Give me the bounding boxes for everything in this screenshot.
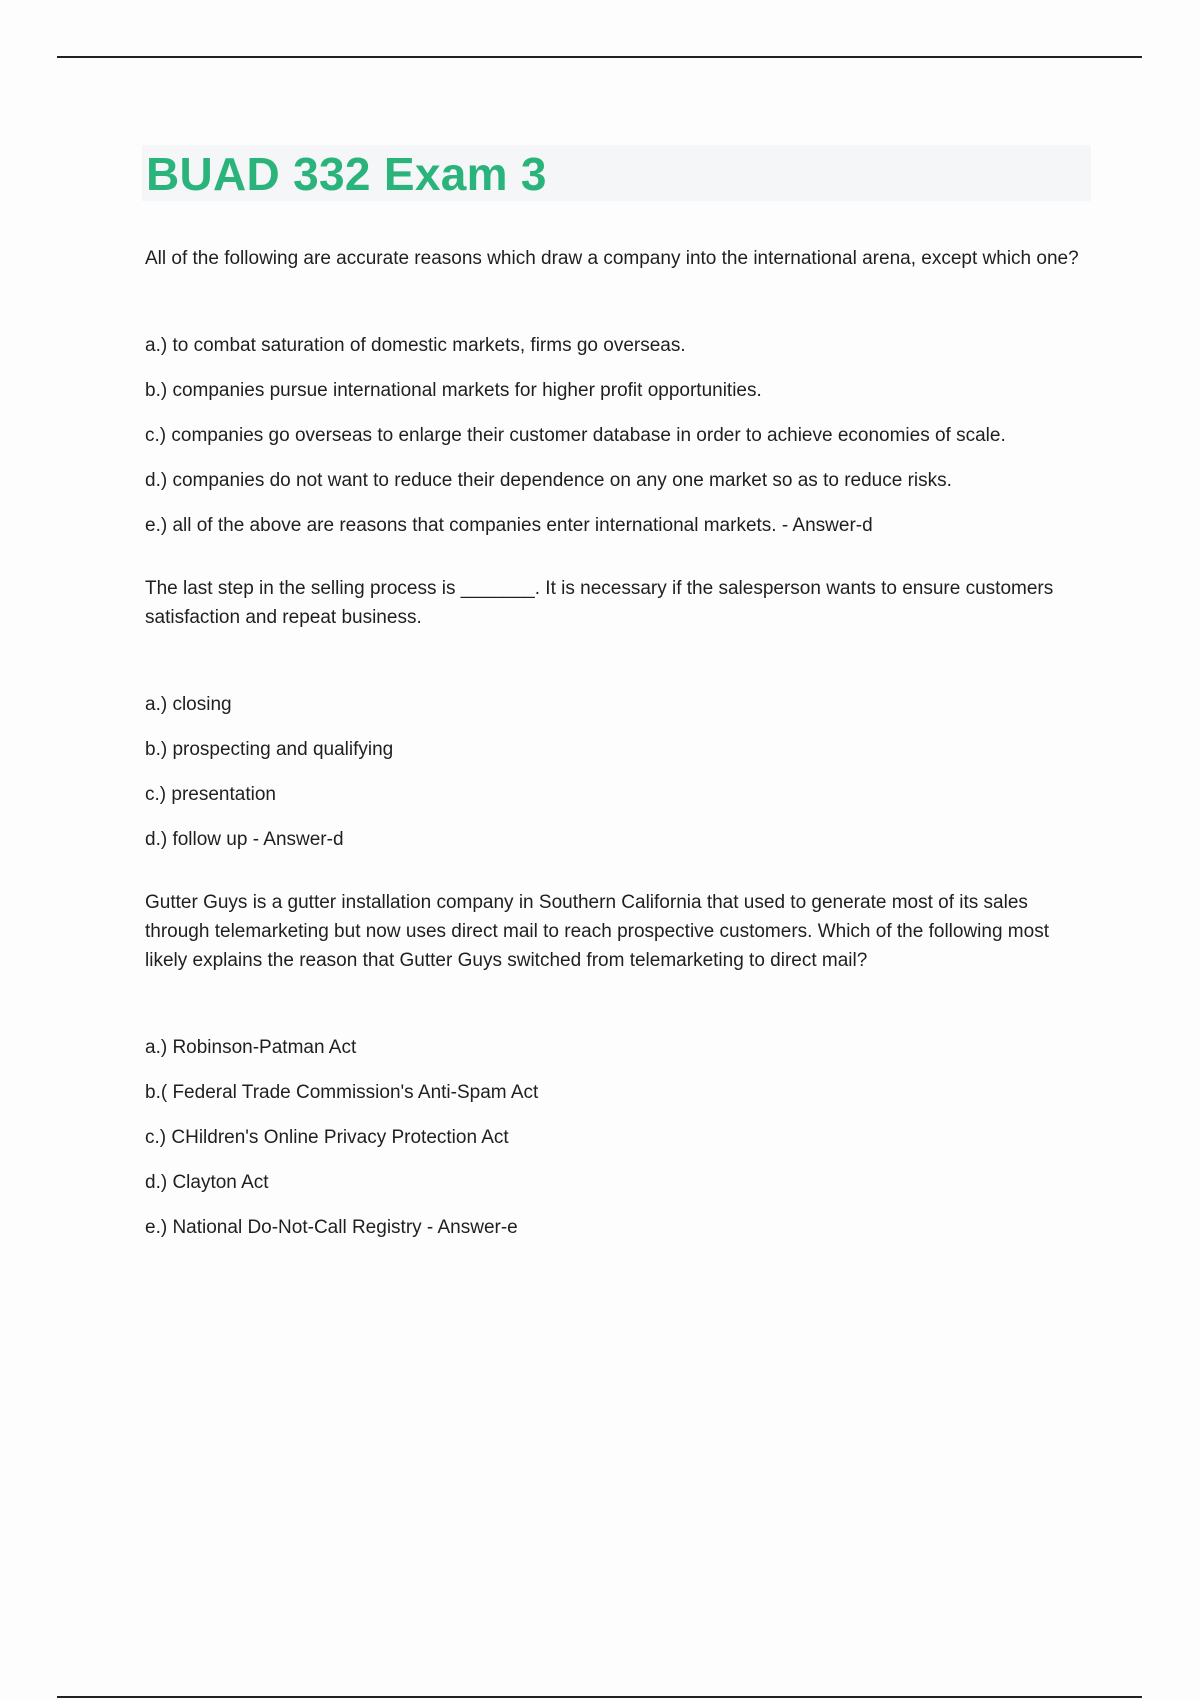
question-text: Gutter Guys is a gutter installation company in Southern California that used to generate most of its sales through telemarketing but now uses direct mail to reach prospective customers. Which of the following most likely explains the reason that Gutter Guys switched from telemarketing to direct mail?: [145, 892, 1049, 971]
answer-option: b.( Federal Trade Commission's Anti-Spam Act: [145, 1082, 539, 1103]
answer-option: b.) prospecting and qualifying: [145, 739, 394, 760]
document-title: BUAD 332 Exam 3: [146, 148, 547, 200]
bottom-rule: [57, 1696, 1142, 1698]
question-text: The last step in the selling process is _______. It is necessary if the salesperson wants to ensure customers satisfaction and repeat business.: [145, 578, 1054, 628]
question-text: All of the following are accurate reasons which draw a company into the international arena, except which one?: [145, 248, 1079, 269]
answer-option: d.) Clayton Act: [145, 1172, 269, 1193]
answer-option: c.) companies go overseas to enlarge their customer database in order to achieve economies of scale.: [145, 425, 1006, 446]
answer-options: [145, 331, 1095, 540]
answer-option: a.) closing: [145, 694, 232, 715]
answer-options: [145, 690, 1095, 854]
answer-option: c.) CHildren's Online Privacy Protection Act: [145, 1127, 509, 1148]
answer-option: a.) Robinson-Patman Act: [145, 1037, 357, 1058]
top-rule: [57, 56, 1142, 58]
answer-option: d.) companies do not want to reduce their dependence on any one market so as to reduce risks.: [145, 470, 952, 491]
document-body: [145, 244, 1095, 1276]
answer-option: c.) presentation: [145, 784, 276, 805]
answer-option: e.) all of the above are reasons that companies enter international markets. - Answer-d: [145, 515, 873, 536]
question-block: [145, 888, 1095, 1242]
answer-option: e.) National Do-Not-Call Registry - Answer-e: [145, 1217, 518, 1238]
question-block: [145, 244, 1095, 540]
answer-option: d.) follow up - Answer-d: [145, 829, 344, 850]
answer-options: [145, 1033, 1095, 1242]
question-block: [145, 574, 1095, 854]
answer-option: a.) to combat saturation of domestic markets, firms go overseas.: [145, 335, 686, 356]
answer-option: b.) companies pursue international markets for higher profit opportunities.: [145, 380, 762, 401]
